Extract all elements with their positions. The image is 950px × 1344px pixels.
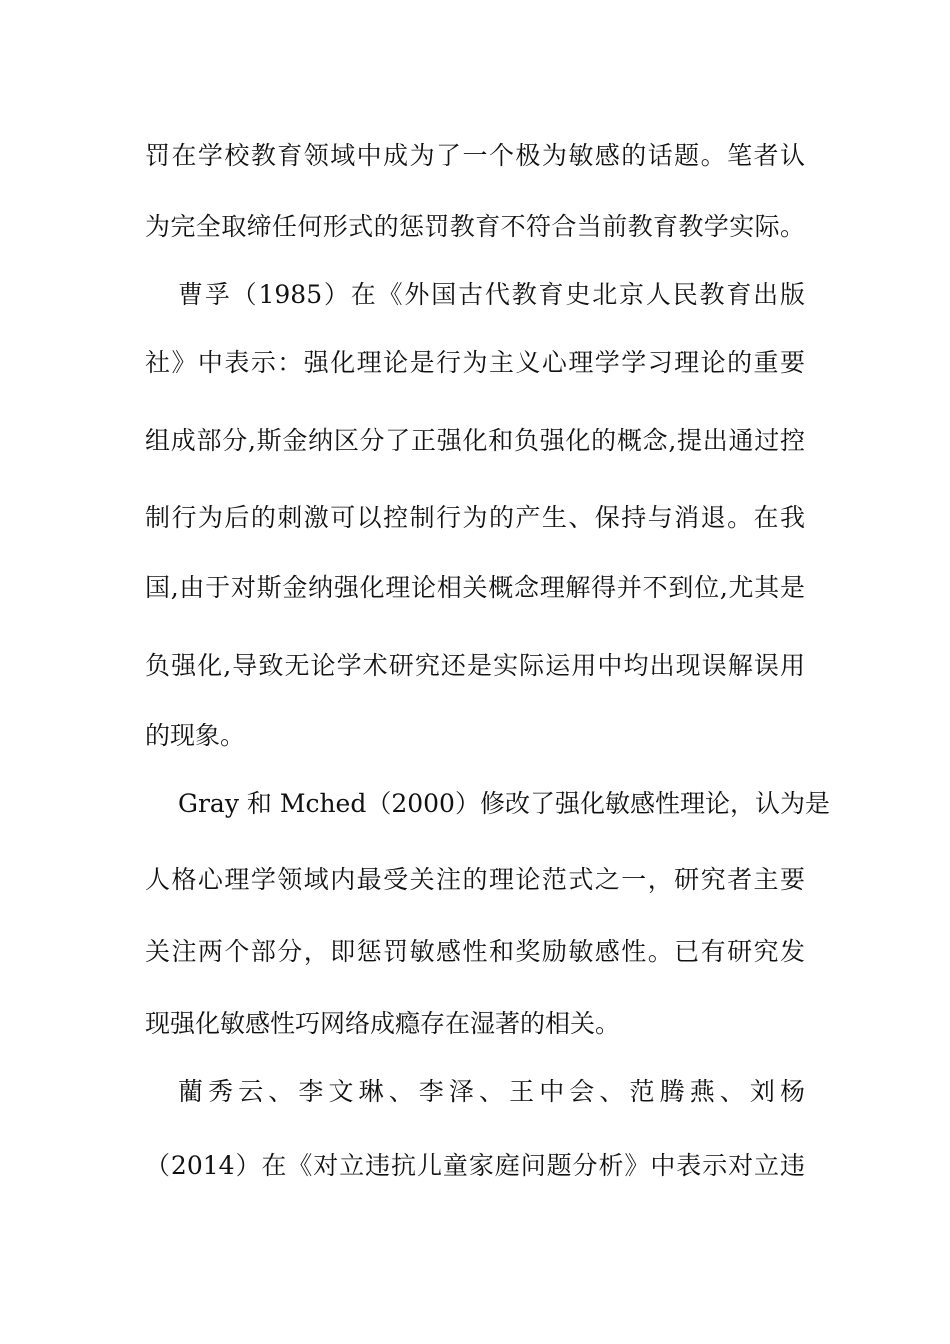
text-line-2: 为完全取缔任何形式的惩罚教育不符合当前教育教学实际。 [145,212,805,241]
text-line-6: 制行为后的刺激可以控制行为的产生、保持与消退。在我 [145,503,805,532]
text-line-9: 的现象。 [145,721,246,750]
text-line-1: 罚在学校教育领域中成为了一个极为敏感的话题。笔者认 [145,141,805,170]
text-line-3: 曹孚（1985）在《外国古代教育史北京人民教育出版 [178,280,805,309]
text-line-12: 关注两个部分，即惩罚敏感性和奖励敏感性。已有研究发 [145,937,805,966]
text-line-14: 藺秀云、李文琳、李泽、王中会、范腾燕、刘杨 [178,1077,805,1106]
text-line-11: 人格心理学领域内最受关注的理论范式之一，研究者主要 [145,865,805,894]
text-line-10: Gray 和 Mched（2000）修改了强化敏感性理论，认为是 [178,789,830,818]
text-line-13: 现强化敏感性巧网络成瘾存在湿著的相关。 [145,1009,621,1038]
text-line-7: 国,由于对斯金纳强化理论相关概念理解得并不到位,尤其是 [145,573,805,602]
text-line-8: 负强化,导致无论学术研究还是实际运用中均出现误解误用 [145,651,805,680]
text-line-5: 组成部分,斯金纳区分了正强化和负强化的概念,提出通过控 [145,426,805,455]
text-line-4: 社》中表示：强化理论是行为主义心理学学习理论的重要 [145,348,805,377]
text-line-15: （2014）在《对立违抗儿童家庭问题分析》中表示对立违 [145,1151,805,1180]
